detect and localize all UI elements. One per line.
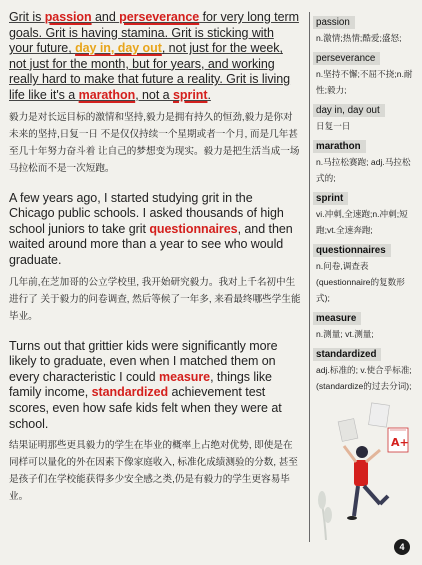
vocab-term: day in, day out: [313, 104, 385, 117]
text-segment: and: [91, 10, 120, 24]
vocab-term: passion: [313, 16, 355, 29]
vocab-definition: n.马拉松赛跑; adj.马拉松式的;: [316, 157, 411, 183]
paragraph-3-english: [9, 339, 301, 433]
vocab-definition: n.测量; vt.测量;: [316, 329, 374, 339]
keyword-questionnaires: questionnaires: [149, 221, 238, 236]
text-segment: , not a: [135, 87, 174, 102]
plant-icon: [318, 491, 332, 540]
vocab-definition: 日复一日: [316, 121, 351, 131]
paragraph-3: [9, 339, 301, 506]
keyword-measure: measure: [159, 369, 211, 384]
vocab-item: [313, 240, 418, 306]
vocab-term: marathon: [313, 140, 366, 153]
keyword-sprint: sprint: [173, 87, 208, 102]
paper-icon: [369, 403, 390, 427]
vocab-term: sprint: [313, 192, 348, 205]
vocab-item: [313, 100, 418, 134]
main-content: [9, 10, 301, 519]
text-segment: Grit is: [9, 10, 45, 24]
vocab-definition: vi.冲刺,全速跑;n.冲刺;短跑;vt.全速奔跑;: [316, 209, 408, 235]
vocab-term: measure: [313, 312, 361, 325]
text-segment: Turns out that grittier kids were significantly more likely to graduate, even when I matched them on every characteristic I could: [9, 338, 278, 384]
keyword-standardized: standardized: [91, 385, 169, 400]
page-number-badge: 4: [394, 539, 410, 555]
vocab-definition: n.问卷,调查表(questionnaire的复数形式);: [316, 261, 405, 303]
text-segment: achievement test scores, even how safe kids felt when they were at school.: [9, 385, 282, 431]
text-segment: , not just for the week, not just for the month, but for years, and working really hard to make that future a reality. Grit is living life like it's a: [9, 41, 291, 102]
keyword-perseverance: perseverance: [119, 10, 200, 24]
paragraph-1-english: [9, 10, 301, 104]
paper-icon: [338, 419, 358, 442]
keyword-day-in-day-out: day in, day out: [75, 41, 162, 56]
vocab-list: [313, 12, 418, 394]
vocab-term: questionnaires: [313, 244, 391, 257]
vocab-definition: adj.标准的; v.使合乎标准;(standardize的过去分词);: [316, 365, 412, 391]
svg-text:A+: A+: [391, 436, 409, 449]
vocab-item: [313, 308, 418, 342]
text-segment: for very long term goals. Grit is having stamina. Grit is sticking with your future,: [9, 10, 299, 56]
keyword-passion: passion: [44, 10, 92, 24]
paragraph-3-chinese: 结果证明那些更具毅力的学生在毕业的概率上占绝对优势, 即使是在同样可以量化的外在因素下像家庭收入, 标准化成绩测验的分数, 甚至是孩子们在学校能获得多少安全感之类,仍是有毅力的学生更容易毕业。: [9, 440, 298, 503]
vocab-item: [313, 48, 418, 98]
text-segment: , things like family income,: [9, 369, 272, 400]
paragraph-2-english: [9, 191, 301, 269]
student-figure: [344, 446, 388, 520]
vocab-term: perseverance: [313, 52, 380, 65]
vocab-item: [313, 136, 418, 186]
paragraph-2: [9, 191, 301, 325]
vocab-item: [313, 344, 418, 394]
text-segment: A few years ago, I started studying grit in the Chicago public schools. I asked thousands of high school juniors to take grit: [9, 190, 284, 236]
paragraph-1-chinese: 毅力是对长远目标的激情和坚持,毅力是拥有持久的恒劲,毅力是你对未来的坚持,日复一日 不是仅仅持续一个星期或者一个月, 而是几年甚至几十年努力奋斗着 让自己的梦想变为现实。毅力是把生活当成一场马拉松而不是一次短跑。: [9, 111, 300, 174]
text-segment: , and then waited around more than a year to see who would graduate.: [9, 221, 293, 267]
vocab-item: [313, 12, 418, 46]
keyword-marathon: marathon: [78, 87, 136, 102]
vocab-item: [313, 188, 418, 238]
paragraph-1: [9, 10, 301, 177]
paragraph-2-chinese: 几年前,在芝加哥的公立学校里, 我开始研究毅力。我对上千名初中生进行了 关于毅力的问卷调查, 然后等候了一年多, 来看最终哪些学生能毕业。: [9, 276, 301, 322]
vocab-definition: n.激情;热情;酷爱;盛怒;: [316, 33, 402, 43]
text-segment: .: [207, 87, 211, 102]
vocab-definition: n.坚持不懈;不屈不挠;n.耐性;毅力;: [316, 69, 413, 95]
vocab-term: standardized: [313, 348, 381, 361]
student-celebrating-illustration: [318, 400, 416, 540]
